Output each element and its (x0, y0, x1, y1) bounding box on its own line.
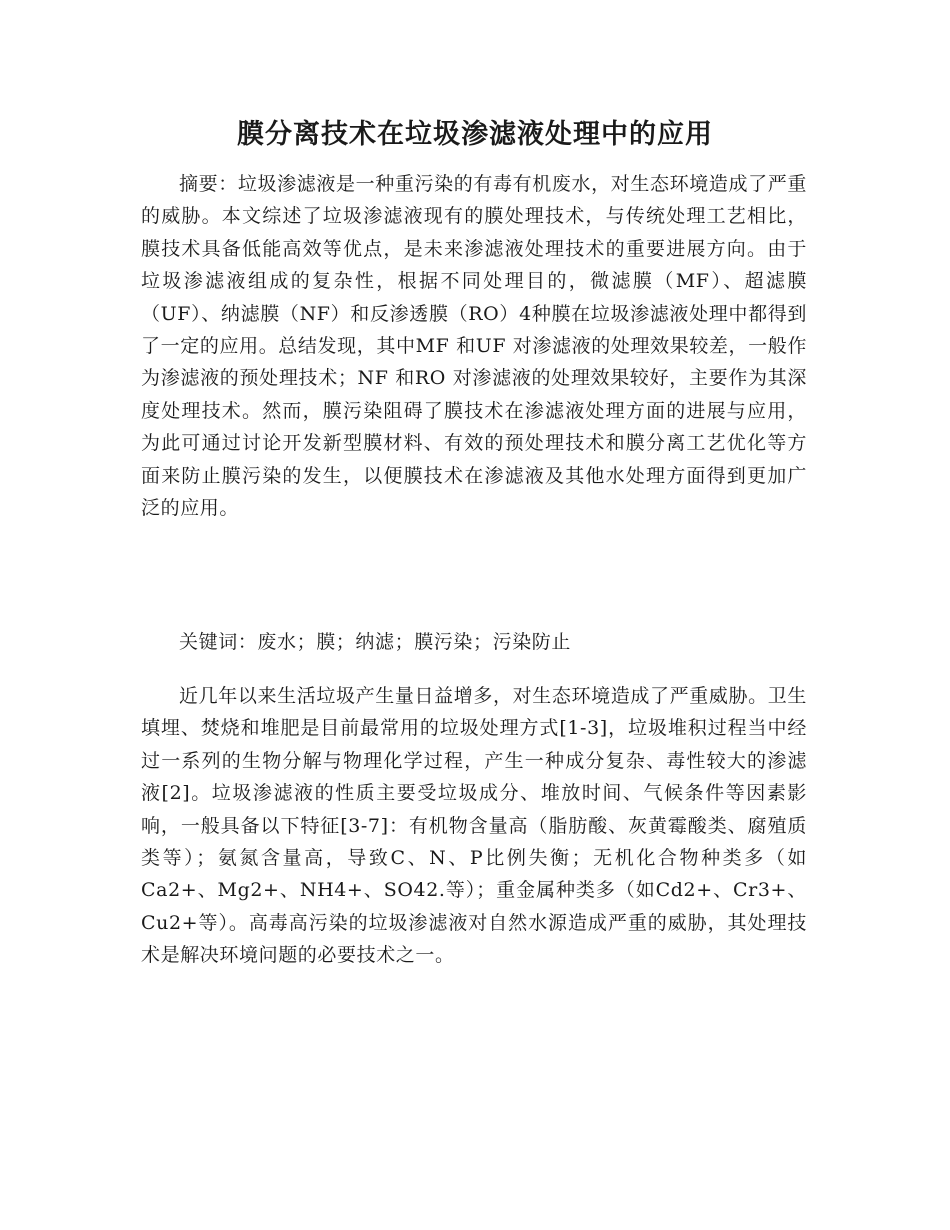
document-title: 膜分离技术在垃圾渗滤液处理中的应用 (237, 119, 713, 150)
body-paragraph: 近几年以来生活垃圾产生量日益增多，对生态环境造成了严重威胁。卫生填埋、焚烧和堆肥是目前最常用的垃圾处理方式[1-3]，垃圾堆积过程当中经过一系列的生物分解与物理化学过程，产生一种成分复杂、毒性较大的渗滤液[2]。垃圾渗滤液的性质主要受垃圾成分、堆放时间、气候条件等因素影响，一般具备以下特征[3-7]：有机物含量高（脂肪酸、灰黄霉酸类、腐殖质类等）；氨氮含量高，导致C、N、P比例失衡；无机化合物种类多（如Ca2+、Mg2+、NH4+、SO42.等）；重金属种类多（如Cd2+、Cr3+、Cu2+等）。高毒高污染的垃圾渗滤液对自然水源造成严重的威胁，其处理技术是解决环境问题的必要技术之一。 (141, 685, 807, 967)
abstract-paragraph: 摘要：垃圾渗滤液是一种重污染的有毒有机废水，对生态环境造成了严重的威胁。本文综述了垃圾渗滤液现有的膜处理技术，与传统处理工艺相比，膜技术具备低能高效等优点，是未来渗滤液处理技术的重要进展方向。由于垃圾渗滤液组成的复杂性，根据不同处理目的，微滤膜（MF）、超滤膜（UF）、纳滤膜（NF）和反渗透膜（RO）4种膜在垃圾渗滤液处理中都得到了一定的应用。总结发现，其中MF 和UF 对渗滤液的处理效果较差，一般作为渗滤液的预处理技术；NF 和RO 对渗滤液的处理效果较好，主要作为其深度处理技术。然而，膜污染阻碍了膜技术在渗滤液处理方面的进展与应用，为此可通过讨论开发新型膜材料、有效的预处理技术和膜分离工艺优化等方面来防止膜污染的发生，以便膜技术在渗滤液及其他水处理方面得到更加广泛的应用。 (141, 173, 807, 520)
keywords-paragraph: 关键词：废水；膜；纳滤；膜污染；污染防止 (179, 631, 572, 653)
